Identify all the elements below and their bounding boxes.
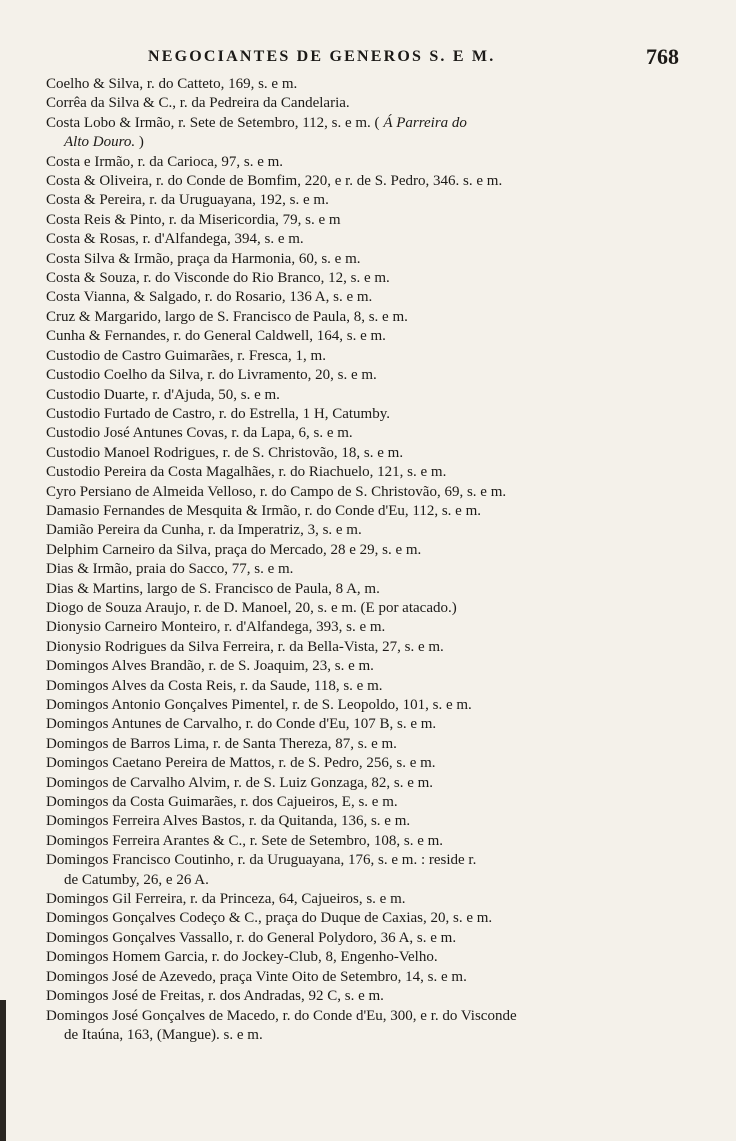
entry-text: Dionysio Rodrigues da Silva Ferreira, r. da Bella-Vista, 27, s. e m. [46,638,444,655]
directory-entry [46,1007,686,1046]
directory-entry [46,618,686,637]
directory-entry [46,560,686,579]
binding-edge [0,1000,6,1141]
entry-text: Costa Lobo & Irmão, r. Sete de Setembro, 112, s. e m. ( [46,114,380,131]
entry-text: Custodio Manoel Rodrigues, r. de S. Christovão, 18, s. e m. [46,444,404,461]
directory-entry [46,172,686,191]
entry-text: Diogo de Souza Araujo, r. de D. Manoel, 20, s. e m. (E por atacado.) [46,599,457,616]
entry-text: Damião Pereira da Cunha, r. da Imperatriz, 3, s. e m. [46,522,362,539]
entry-text: Domingos Alves Brandão, r. de S. Joaquim, 23, s. e m. [46,658,374,675]
entry-text: Domingos José de Freitas, r. dos Andradas, 92 C, s. e m. [46,988,384,1005]
directory-entry [46,793,686,812]
entry-text: Domingos Francisco Coutinho, r. da Uruguayana, 176, s. e m. : reside r. [46,852,477,869]
directory-entry [46,657,686,676]
page-header [0,44,736,74]
entry-text: Costa & Oliveira, r. do Conde de Bomfim, 220, e r. de S. Pedro, 346. s. e m. [46,173,503,190]
entry-italic-note: Á Parreira do [379,114,467,131]
entry-text: Cruz & Margarido, largo de S. Francisco de Paula, 8, s. e m. [46,308,408,325]
entry-text: Dionysio Carneiro Monteiro, r. d'Alfandega, 393, s. e m. [46,619,386,636]
entry-text: Coelho & Silva, r. do Catteto, 169, s. e m. [46,76,298,92]
directory-entry [46,735,686,754]
directory-entry [46,424,686,443]
entry-text: Custodio Duarte, r. d'Ajuda, 50, s. e m. [46,386,280,403]
entry-text: Domingos José Gonçalves de Macedo, r. do Conde d'Eu, 300, e r. do Visconde [46,1007,517,1024]
entry-text: Costa Vianna, & Salgado, r. do Rosario, 136 A, s. e m. [46,289,373,306]
directory-entry [46,153,686,172]
entry-continuation-text: ) [135,134,144,151]
directory-entry [46,347,686,366]
entry-text: Domingos Homem Garcia, r. do Jockey-Club, 8, Engenho-Velho. [46,949,438,966]
entry-continuation [46,133,686,152]
entry-text: Domingos José de Azevedo, praça Vinte Oito de Setembro, 14, s. e m. [46,968,467,985]
directory-entry [46,114,686,153]
entry-text: Corrêa da Silva & C., r. da Pedreira da Candelaria. [46,95,350,112]
directory-entry [46,832,686,851]
directory-entry [46,696,686,715]
directory-entry [46,754,686,773]
directory-entry [46,968,686,987]
entry-continuation-text: de Catumby, 26, e 26 A. [64,871,209,888]
entry-italic-note: Alto Douro. [64,134,136,151]
entry-text: Cunha & Fernandes, r. do General Caldwell, 164, s. e m. [46,328,386,345]
entry-text: Domingos Gil Ferreira, r. da Princeza, 64, Cajueiros, s. e m. [46,891,406,908]
entry-text: Domingos de Carvalho Alvim, r. de S. Luiz Gonzaga, 82, s. e m. [46,774,434,791]
entry-text: Custodio Pereira da Costa Magalhães, r. do Riachuelo, 121, s. e m. [46,464,447,481]
directory-entry [46,191,686,210]
directory-entry [46,483,686,502]
directory-entry [46,851,686,890]
directory-entry [46,541,686,560]
directory-list [46,75,686,1045]
entry-text: Delphim Carneiro da Silva, praça do Mercado, 28 e 29, s. e m. [46,541,422,558]
entry-text: Dias & Martins, largo de S. Francisco de Paula, 8 A, m. [46,580,380,597]
entry-text: Costa Reis & Pinto, r. da Misericordia, 79, s. e m [46,211,341,228]
directory-entry [46,715,686,734]
directory-entry [46,580,686,599]
directory-entry [46,308,686,327]
entry-text: Costa Silva & Irmão, praça da Harmonia, 60, s. e m. [46,250,361,267]
directory-entry [46,677,686,696]
entry-text: Custodio José Antunes Covas, r. da Lapa, 6, s. e m. [46,425,353,442]
directory-entry [46,812,686,831]
directory-entry [46,948,686,967]
directory-entry [46,288,686,307]
entry-text: Domingos Gonçalves Vassallo, r. do General Polydoro, 36 A, s. e m. [46,929,457,946]
entry-continuation [46,871,686,890]
entry-text: Costa e Irmão, r. da Carioca, 97, s. e m. [46,153,284,170]
directory-entry [46,405,686,424]
directory-entry [46,463,686,482]
directory-entry [46,386,686,405]
directory-entry [46,444,686,463]
entry-text: Custodio de Castro Guimarães, r. Fresca, 1, m. [46,347,326,364]
directory-entry [46,599,686,618]
entry-text: Custodio Furtado de Castro, r. do Estrella, 1 H, Catumby. [46,405,390,422]
entry-text: Costa & Souza, r. do Visconde do Rio Branco, 12, s. e m. [46,270,390,287]
entry-text: Cyro Persiano de Almeida Velloso, r. do Campo de S. Christovão, 69, s. e m. [46,483,507,500]
entry-continuation-text: de Itaúna, 163, (Mangue). s. e m. [64,1026,263,1043]
directory-entry [46,94,686,113]
directory-entry [46,269,686,288]
directory-entry [46,75,686,94]
directory-entry [46,521,686,540]
entry-text: Costa & Rosas, r. d'Alfandega, 394, s. e m. [46,231,304,248]
entry-text: Dias & Irmão, praia do Sacco, 77, s. e m. [46,561,294,578]
directory-entry [46,987,686,1006]
directory-entry [46,327,686,346]
entry-text: Domingos de Barros Lima, r. de Santa Thereza, 87, s. e m. [46,735,397,752]
directory-entry [46,929,686,948]
entry-continuation [46,1026,686,1045]
directory-entry [46,211,686,230]
entry-text: Domingos Alves da Costa Reis, r. da Saude, 118, s. e m. [46,677,383,694]
directory-entry [46,909,686,928]
directory-entry [46,230,686,249]
directory-entry [46,774,686,793]
directory-entry [46,638,686,657]
header-title: NEGOCIANTES DE GENEROS S. E M. [148,48,496,65]
entry-text: Domingos Gonçalves Codeço & C., praça do Duque de Caxias, 20, s. e m. [46,910,493,927]
entry-text: Domingos Antunes de Carvalho, r. do Conde d'Eu, 107 B, s. e m. [46,716,437,733]
entry-text: Costa & Pereira, r. da Uruguayana, 192, s. e m. [46,192,329,209]
directory-entry [46,250,686,269]
directory-entry [46,890,686,909]
entry-text: Custodio Coelho da Silva, r. do Livramento, 20, s. e m. [46,367,377,384]
entry-text: Domingos Ferreira Arantes & C., r. Sete de Setembro, 108, s. e m. [46,832,444,849]
entry-text: Damasio Fernandes de Mesquita & Irmão, r. do Conde d'Eu, 112, s. e m. [46,502,481,519]
entry-text: Domingos Ferreira Alves Bastos, r. da Quitanda, 136, s. e m. [46,813,411,830]
directory-entry [46,502,686,521]
page-number: 768 [646,44,679,69]
entry-text: Domingos Antonio Gonçalves Pimentel, r. de S. Leopoldo, 101, s. e m. [46,697,472,713]
entry-text: Domingos Caetano Pereira de Mattos, r. de S. Pedro, 256, s. e m. [46,755,436,772]
entry-text: Domingos da Costa Guimarães, r. dos Cajueiros, E, s. e m. [46,794,398,811]
directory-entry [46,366,686,385]
